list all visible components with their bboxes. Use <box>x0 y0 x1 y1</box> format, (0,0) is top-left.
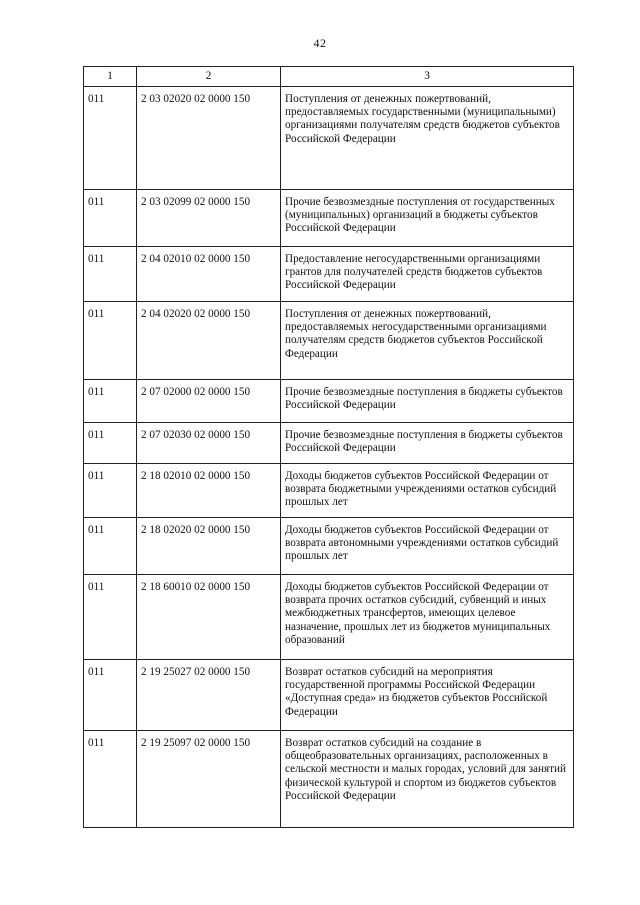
table-row <box>84 247 574 302</box>
description-cell: Прочие безвозмездные поступления в бюджеты субъектов Российской Федерации <box>281 423 574 464</box>
page-number: 42 <box>313 36 327 50</box>
table-row <box>84 464 574 518</box>
budget-code-cell: 2 07 02000 02 0000 150 <box>137 380 281 423</box>
description-cell: Доходы бюджетов субъектов Российской Федерации от возврата бюджетными учреждениями остатков субсидий прошлых лет <box>281 464 574 518</box>
budget-code-cell: 2 19 25027 02 0000 150 <box>137 660 281 731</box>
admin-code-cell: 011 <box>84 518 137 575</box>
admin-code-cell: 011 <box>84 190 137 247</box>
table-row <box>84 87 574 190</box>
budget-code-cell: 2 04 02020 02 0000 150 <box>137 302 281 380</box>
description-cell: Поступления от денежных пожертвований, предоставляемых негосударственными организациями получателям средств бюджетов субъектов Российской Федерации <box>281 302 574 380</box>
income-codes-table <box>83 66 574 828</box>
admin-code-cell: 011 <box>84 464 137 518</box>
budget-code-cell: 2 19 25097 02 0000 150 <box>137 731 281 828</box>
column-header-3: 3 <box>281 67 574 87</box>
table-row <box>84 380 574 423</box>
table-row <box>84 660 574 731</box>
admin-code-cell: 011 <box>84 247 137 302</box>
admin-code-cell: 011 <box>84 380 137 423</box>
table-row <box>84 190 574 247</box>
budget-code-cell: 2 03 02020 02 0000 150 <box>137 87 281 190</box>
description-cell: Прочие безвозмездные поступления от государственных (муниципальных) организаций в бюджеты субъектов Российской Федерации <box>281 190 574 247</box>
budget-code-cell: 2 04 02010 02 0000 150 <box>137 247 281 302</box>
budget-code-cell: 2 18 02010 02 0000 150 <box>137 464 281 518</box>
admin-code-cell: 011 <box>84 731 137 828</box>
admin-code-cell: 011 <box>84 302 137 380</box>
table-row <box>84 518 574 575</box>
admin-code-cell: 011 <box>84 660 137 731</box>
column-header-2: 2 <box>137 67 281 87</box>
description-cell: Прочие безвозмездные поступления в бюджеты субъектов Российской Федерации <box>281 380 574 423</box>
column-header-1: 1 <box>84 67 137 87</box>
budget-code-cell: 2 03 02099 02 0000 150 <box>137 190 281 247</box>
description-cell: Доходы бюджетов субъектов Российской Федерации от возврата автономными учреждениями остатков субсидий прошлых лет <box>281 518 574 575</box>
description-cell: Доходы бюджетов субъектов Российской Федерации от возврата прочих остатков субсидий, субвенций и иных межбюджетных трансфертов, имеющих целевое назначение, прошлых лет из бюджетов муниципальных образований <box>281 575 574 660</box>
admin-code-cell: 011 <box>84 423 137 464</box>
budget-code-cell: 2 07 02030 02 0000 150 <box>137 423 281 464</box>
table-row <box>84 423 574 464</box>
admin-code-cell: 011 <box>84 87 137 190</box>
table-row <box>84 731 574 828</box>
budget-code-cell: 2 18 02020 02 0000 150 <box>137 518 281 575</box>
admin-code-cell: 011 <box>84 575 137 660</box>
description-cell: Возврат остатков субсидий на создание в общеобразовательных организациях, расположенных в сельской местности и малых городах, условий для занятий физической культурой и спортом из бюджетов субъектов Российской Федерации <box>281 731 574 828</box>
table-row <box>84 575 574 660</box>
budget-code-cell: 2 18 60010 02 0000 150 <box>137 575 281 660</box>
description-cell: Поступления от денежных пожертвований, предоставляемых государственными (муниципальными) организациями получателям средств бюджетов субъектов Российской Федерации <box>281 87 574 190</box>
description-cell: Предоставление негосударственными организациями грантов для получателей средств бюджетов субъектов Российской Федерации <box>281 247 574 302</box>
table-header-row <box>84 67 574 87</box>
description-cell: Возврат остатков субсидий на мероприятия государственной программы Российской Федерации «Доступная среда» из бюджетов субъектов Российской Федерации <box>281 660 574 731</box>
table-row <box>84 302 574 380</box>
